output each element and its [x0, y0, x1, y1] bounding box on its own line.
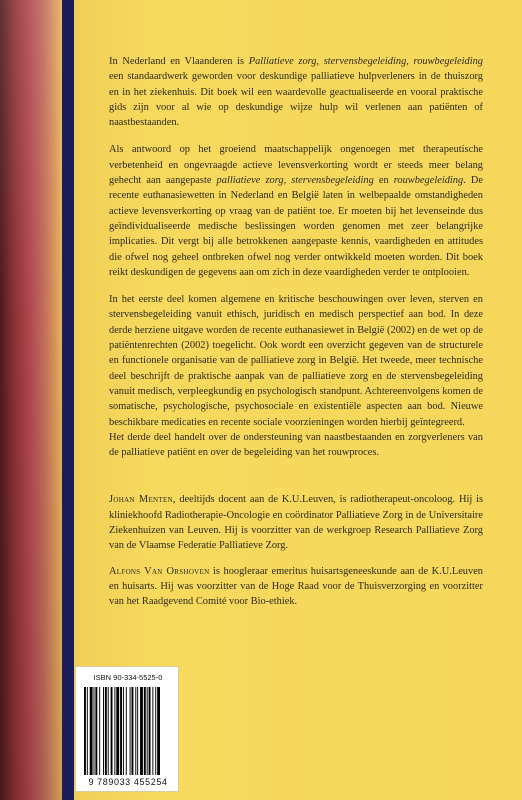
barcode-bar [137, 687, 138, 775]
barcode-bar [116, 687, 119, 775]
author-name-van-orshoven: Alfons Van Orshoven [109, 565, 210, 577]
barcode-bar [108, 687, 109, 775]
barcode-bar [84, 687, 86, 775]
barcode-bar [114, 687, 115, 775]
barcode-bar [126, 687, 127, 775]
barcode-bar [90, 687, 93, 775]
p2-text-1: Als antwoord op het groeiend maatschappelijk ongenoegen met therapeutische verbetenheid en ongevraagde actieve levensverkorting wordt er steeds meer belang gehecht aan aangepaste [109, 144, 483, 187]
barcode-bar [130, 687, 131, 775]
barcode-bar [147, 687, 148, 775]
barcode-bar [132, 687, 134, 775]
intro-paragraph [109, 54, 483, 130]
barcode-bar [95, 687, 97, 775]
p2-italic-1: palliatieve zorg, stervensbegeleiding [216, 175, 374, 187]
barcode-graphic [84, 687, 172, 775]
author-bio-menten-text: , deeltijds docent aan de K.U.Leuven, is radiotherapeut-oncoloog. Hij is kliniekhoofd Radiotherapie-Oncologie en coördinator Palliatieve Zorg in de Universitaire Ziekenhuizen van Leuven. Hij is voorzitter van de werkgroep Research Palliatieve Zorg van de Vlaamse Federatie Palliatieve Zorg. [109, 494, 484, 552]
isbn-label: ISBN 90-334-5525-0 [93, 673, 163, 682]
p2-text-3: . De recente euthanasiewetten in Nederland en België laten in welbepaalde omstandigheden actieve levensverkorting op vraag van de patiënt toe. Er moeten bij het levenseinde dus geïndividualiseerde medische beslissingen worden genomen met zeer belangrijke implicaties. Dit vergt bij alle betrokkenen aangepaste kennis, vaardigheden en attitudes die ofwel nog geheel ontbreken ofwel nog verder ontwikkeld moeten worden. Dit boek reikt deskundigen de gegevens aan om zich in deze vaardigheden verder te ontplooien. [109, 175, 483, 278]
intro-text-1: In Nederland en Vlaanderen is [109, 56, 249, 67]
barcode-bar [152, 687, 153, 775]
intro-text-2: een standaardwerk geworden voor deskundige palliatieve hulpverleners in de thuiszorg en in het ziekenhuis. Dit boek wil een waardevolle geactualiseerde en vooral praktische gids zijn voor al wie op deskundige wijze hulp wil verlenen aan patiënten of naastbestaanden. [109, 71, 483, 129]
barcode-panel [75, 666, 179, 792]
barcode-bar [103, 687, 104, 775]
barcode-bar [155, 687, 156, 775]
barcode-digits: 9 789033 455254 [88, 777, 168, 787]
navy-vertical-bar [62, 0, 74, 800]
barcode-bar [105, 687, 107, 775]
barcode-bar [111, 687, 113, 775]
paragraph-3: In het eerste deel komen algemene en kritische beschouwingen over leven, sterven en stervensbegeleiding vanuit ethisch, juridisch en medisch perspectief aan bod. In deze derde herziene uitgave worden de recente euthanasiewet in België (2002) en de wet op de patiëntenrechten (2002) toegelicht. Ook wordt een overzicht gegeven van de structurele en functionele organisatie van de palliatieve zorg in België. Het tweede, meer technische deel beschrijft de praktische aanpak van de palliatieve zorg en de stervensbegeleiding vanuit medisch, verpleegkundig en psychologisch standpunt. Achtereenvolgens komen de somatische, psychologische, psychosociale en existentiële aspecten aan bod. Nieuwe beschikbare medicaties en recente sociale voorzieningen worden hierbij geïntegreerd. [109, 294, 483, 428]
barcode-bar [87, 687, 88, 775]
barcode-bar [157, 687, 160, 775]
p2-italic-2: rouwbegeleiding [393, 175, 464, 187]
barcode-bar [140, 687, 143, 775]
author-bio-menten [109, 492, 483, 553]
barcode-bar [94, 687, 95, 775]
author-bio-van-orshoven-text: is hoogleraar emeritus huisartsgeneeskunde aan de K.U.Leuven en huisarts. Hij was voorzitter van de Hoge Raad voor de Thuisverzorging en voorzitter van het Raadgevend Comité voor Bio-ethiek. [109, 565, 484, 608]
blurb-text [109, 54, 483, 620]
p2-text-2: en [373, 175, 394, 187]
author-bio-van-orshoven [109, 564, 483, 610]
spine-shading [0, 0, 62, 800]
barcode-bar [99, 687, 100, 775]
barcode-bar [135, 687, 136, 775]
barcode-bar [149, 687, 151, 775]
barcode-bar [123, 687, 124, 775]
author-name-menten: Johan Menten [109, 494, 173, 506]
barcode-bar [120, 687, 122, 775]
barcode-bar [144, 687, 146, 775]
paragraph-4: Het derde deel handelt over de ondersteuning van naastbestaanden en zorgverleners van de palliatieve patiënt en over de begeleiding van het rouwproces. [109, 431, 483, 459]
book-title-italic: Palliatieve zorg, stervensbegeleiding, rouwbegeleiding [248, 56, 483, 67]
paragraph-2 [109, 142, 483, 280]
spacer [109, 472, 483, 492]
